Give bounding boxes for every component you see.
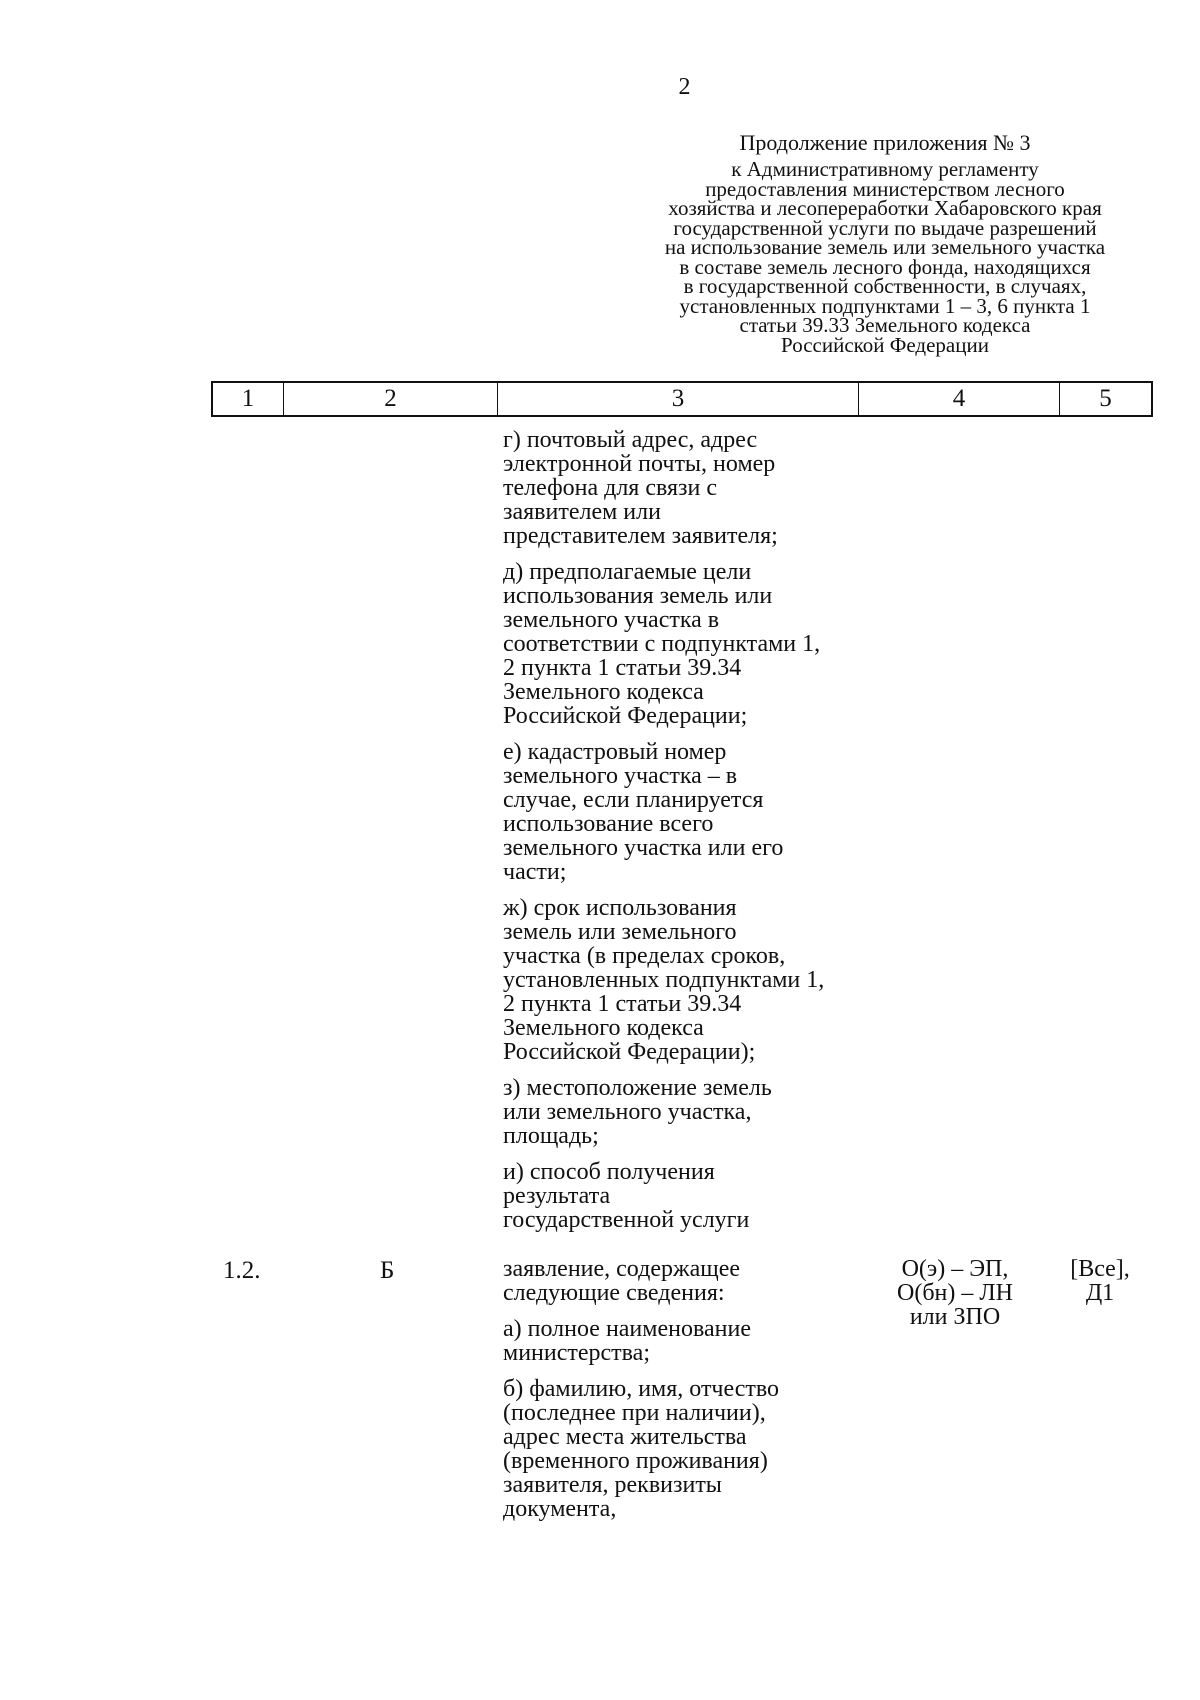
column-number: 2 [284, 383, 498, 415]
list-item: а) полное наименование министерства; [503, 1316, 751, 1366]
list-item: ж) срок использования земель или земельного участка (в пределах сроков, установленных подпунктами 1, 2 пункта 1 статьи 39.34 Земельного кодекса Российской Федерации); [503, 895, 825, 1065]
header-line: предоставления министерством лесного [705, 176, 1065, 201]
list-item: з) местоположение земель или земельного участка, площадь; [503, 1075, 772, 1149]
list-item: заявление, содержащее следующие сведения: [503, 1256, 740, 1306]
list-item: г) почтовый адрес, адрес электронной почты, номер телефона для связи с заявителем или представителем заявителя; [503, 427, 778, 549]
header-line: хозяйства и лесопереработки Хабаровского края [668, 196, 1102, 220]
header-line: к Административному регламенту [731, 157, 1039, 181]
row-code: Б [380, 1257, 395, 1284]
header-line: государственной услуги по выдаче разрешений [673, 215, 1097, 240]
header-line: в государственной собственности, в случаях, [683, 274, 1087, 298]
appendix-header [615, 130, 1155, 355]
continued-items [503, 428, 863, 1244]
column-number: 5 [1099, 385, 1112, 412]
list-item: д) предполагаемые цели использования земель или земельного участка в соответствии с подпунктами 1, 2 пункта 1 статьи 39.34 Земельного кодекса Российской Федерации; [503, 559, 821, 729]
list-item: и) способ получения результата государственной услуги [503, 1159, 750, 1233]
column-number: 1 [213, 383, 284, 415]
header-line: установленных подпунктами 1 – 3, 6 пункта 1 [679, 293, 1091, 318]
header-line: статьи 39.33 Земельного кодекса [739, 313, 1031, 337]
header-line: на использование земель или земельного участка [664, 235, 1106, 259]
appendix-title: Продолжение приложения № 3 [739, 130, 1031, 155]
column-number: 3 [498, 383, 859, 415]
header-line: Российской Федерации [781, 332, 989, 357]
list-item: б) фамилию, имя, отчество (последнее при наличии), адрес места жительства (временного проживания) заявителя, реквизиты документа, [503, 1376, 780, 1522]
row-items [503, 1257, 863, 1533]
row-form: О(э) – ЭП, О(бн) – ЛН или ЗПО [897, 1256, 1013, 1330]
table-column-numbers [211, 381, 1153, 417]
row-number: 1.2. [223, 1257, 261, 1284]
header-line: в составе земель лесного фонда, находящихся [679, 254, 1091, 279]
list-item: е) кадастровый номер земельного участка – в случае, если планируется использование всего земельного участка или его части; [503, 739, 784, 885]
row-reference: [Все], Д1 [1070, 1256, 1130, 1306]
page-number: 2 [678, 74, 691, 100]
column-number: 4 [859, 383, 1060, 415]
